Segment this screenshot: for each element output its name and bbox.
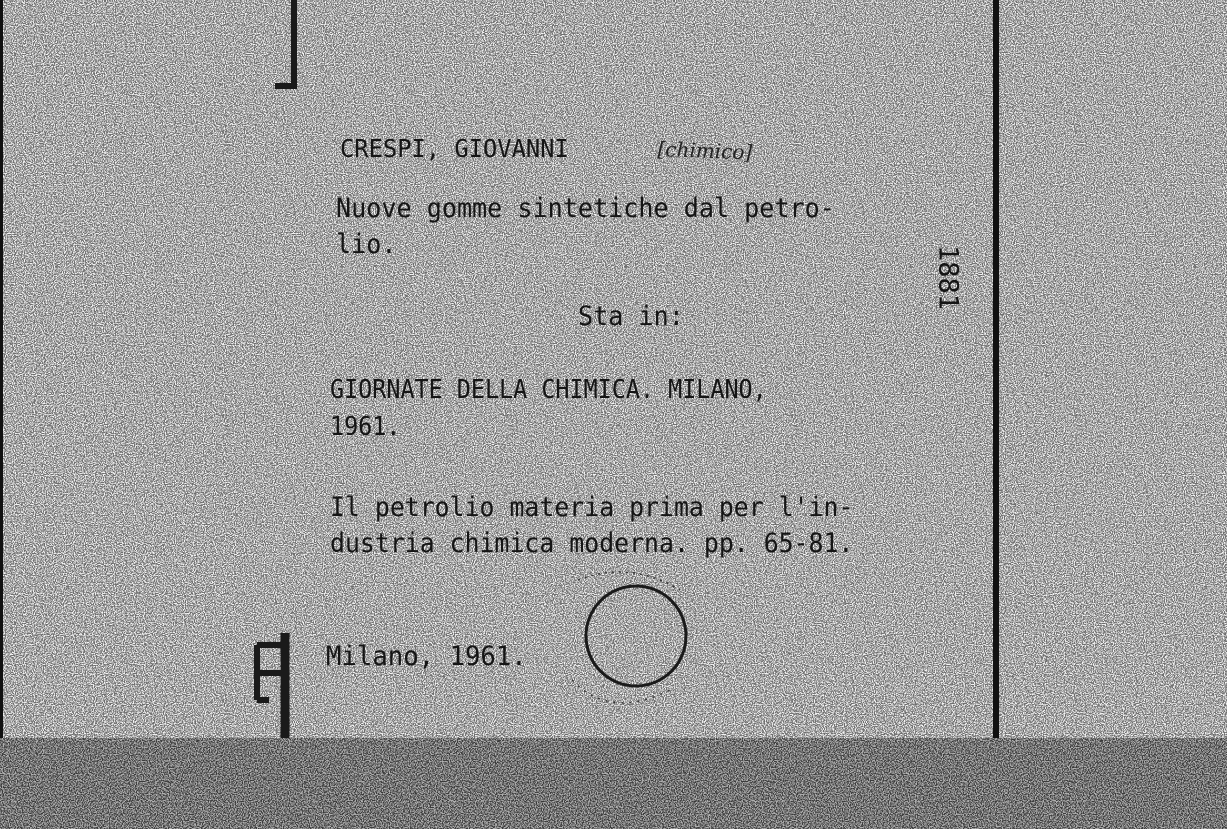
title-line-2: lio.	[336, 229, 397, 260]
source-line-1: GIORNATE DELLA CHIMICA. MILANO,	[330, 375, 767, 405]
scanner-bottom-band	[0, 738, 1227, 829]
call-number-text: 1881	[932, 244, 964, 311]
author-heading: CRESPI, GIOVANNI	[340, 134, 569, 163]
filing-tab-mark	[270, 0, 310, 100]
article-line-1: Il petrolio materia prima per l'in-	[330, 492, 854, 523]
filing-clip-mark	[245, 625, 305, 745]
card-left-edge	[0, 0, 3, 740]
call-number	[928, 240, 968, 320]
card-right-edge	[993, 0, 999, 740]
title-line-1: Nuove gomme sintetiche dal petro-	[336, 193, 835, 224]
author-handwritten-note: [chimico]	[657, 137, 753, 165]
band-noise	[0, 738, 1227, 829]
imprint-line: Milano, 1961.	[326, 641, 527, 672]
in-label: Sta in:	[578, 301, 684, 332]
article-line-2: dustria chimica moderna. pp. 65-81.	[330, 528, 854, 559]
source-line-2: 1961.	[330, 412, 401, 442]
punch-hole-circle	[570, 570, 710, 720]
